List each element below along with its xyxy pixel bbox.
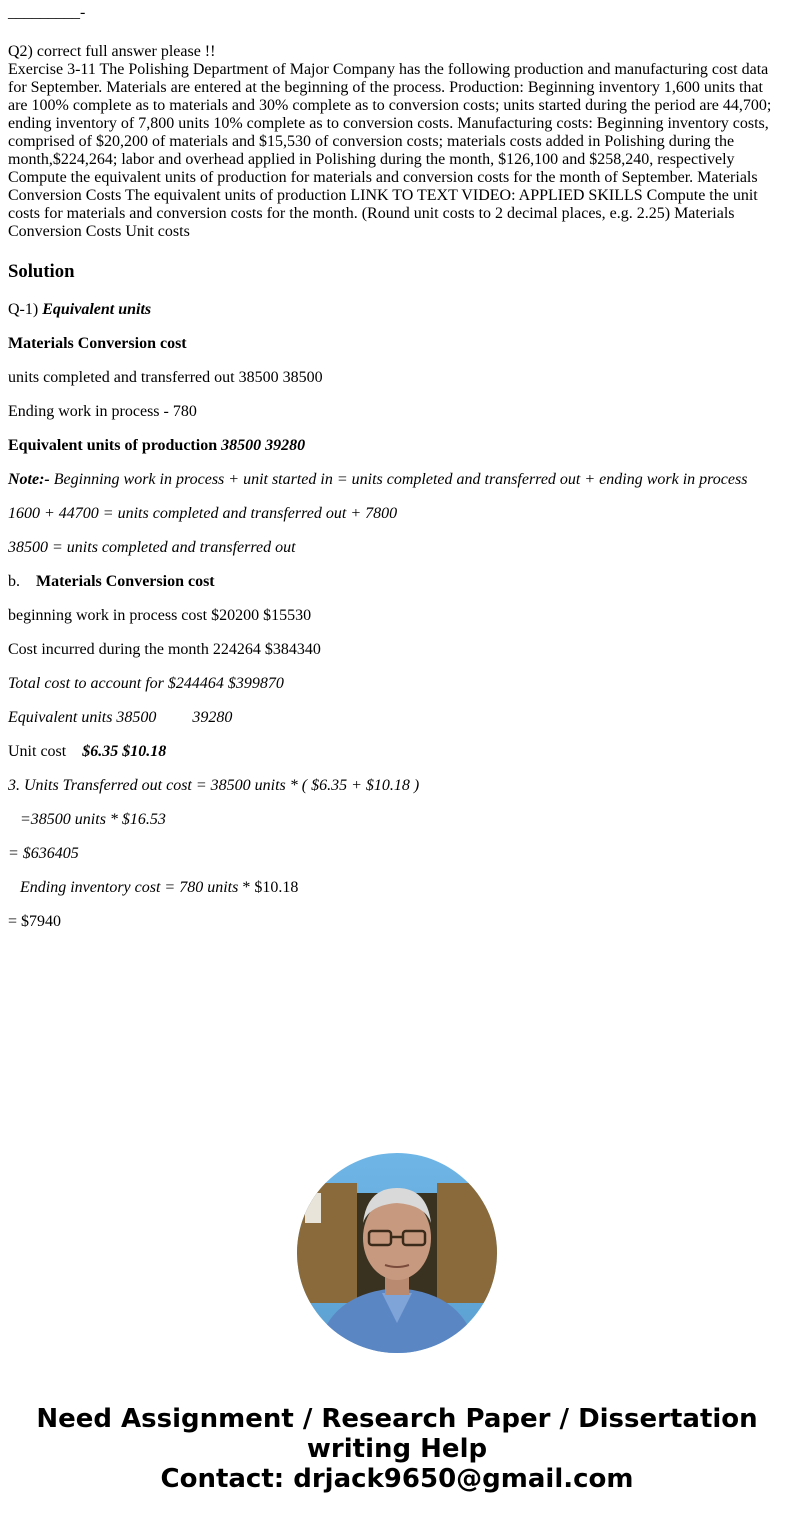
note-text: Beginning work in process + unit started in = units completed and transferred out + ending work in process: [49, 471, 748, 488]
tutor-avatar: [297, 1153, 497, 1353]
unit-cost-values: $6.35 $10.18: [82, 743, 167, 760]
promo-contact: Contact: drjack9650@gmail.com: [160, 1464, 634, 1494]
note-line: [8, 471, 747, 489]
solution-title: Solution: [8, 261, 75, 282]
calc-line-1: 1600 + 44700 = units completed and transferred out + 7800: [8, 505, 398, 522]
ending-inventory-total: = $7940: [8, 913, 62, 930]
q1-heading: [8, 301, 151, 319]
eq-units-row: [8, 437, 305, 455]
promo-line-2: writing Help: [306, 1434, 488, 1464]
ending-inventory-text: Ending inventory cost = 780 units: [8, 879, 243, 896]
completed-row: units completed and transferred out 38500 38500: [8, 369, 323, 386]
ending-inventory-rate: * $10.18: [242, 879, 299, 896]
ending-wip-row: Ending work in process - 780: [8, 403, 197, 420]
total-cost-row: Total cost to account for $244464 $399870: [8, 675, 284, 692]
calc-line-2: 38500 = units completed and transferred out: [8, 539, 296, 556]
table-b-header: Materials Conversion cost: [36, 573, 215, 590]
transfer-line-3: = $636405: [8, 845, 79, 862]
beg-wip-cost-row: beginning work in process cost $20200 $15530: [8, 607, 312, 624]
promo-line-1: Need Assignment / Research Paper / Dissertation: [36, 1404, 758, 1434]
q1-prefix: Q-1): [8, 301, 43, 318]
eq-units-cost-row: Equivalent units 38500 39280: [8, 709, 233, 726]
part-b-prefix: b.: [8, 573, 36, 590]
unit-cost-row: [8, 743, 166, 761]
promo-banner: [0, 1404, 794, 1494]
top-rule: _________-: [8, 4, 86, 21]
question-block: [8, 43, 783, 241]
question-title: Q2) correct full answer please !!: [8, 43, 216, 60]
tutor-portrait-image: [297, 1153, 497, 1353]
note-label: Note:-: [8, 471, 50, 488]
unit-cost-label: Unit cost: [8, 743, 83, 760]
cost-incurred-row: Cost incurred during the month 224264 $384340: [8, 641, 321, 658]
question-body: Exercise 3-11 The Polishing Department of Major Company has the following production and manufacturing cost data for September. Materials are entered at the beginning of the process. Production: Beginning inventory 1,600 units that are 100% complete as to materials and 30% complete as to conversion costs; units started during the period are 44,700; ending inventory of 7,800 units 10% complete as to conversion costs. Manufacturing costs: Beginning inventory costs, comprised of $20,200 of materials and $15,530 of conversion costs; materials costs added in Polishing during the month,$224,264; labor and overhead applied in Polishing during the month, $126,100 and $258,240, respectively Compute the equivalent units of production for materials and conversion costs for the month of September. Materials Conversion Costs The equivalent units of production LINK TO TEXT VIDEO: APPLIED SKILLS Compute the unit costs for materials and conversion costs for the month. (Round unit costs to 2 decimal places, e.g. 2.25) Materials Conversion Costs Unit costs: [8, 61, 772, 240]
q1-label: Equivalent units: [42, 301, 152, 318]
ending-inventory-line: [8, 879, 298, 897]
transfer-line-1: 3. Units Transferred out cost = 38500 units * ( $6.35 + $10.18 ): [8, 777, 420, 794]
transfer-line-2: =38500 units * $16.53: [8, 811, 166, 828]
table-a-header: Materials Conversion cost: [8, 335, 187, 352]
eq-units-label: Equivalent units of production: [8, 437, 222, 454]
eq-units-values: 38500 39280: [221, 437, 306, 454]
part-b-heading: [8, 573, 215, 591]
